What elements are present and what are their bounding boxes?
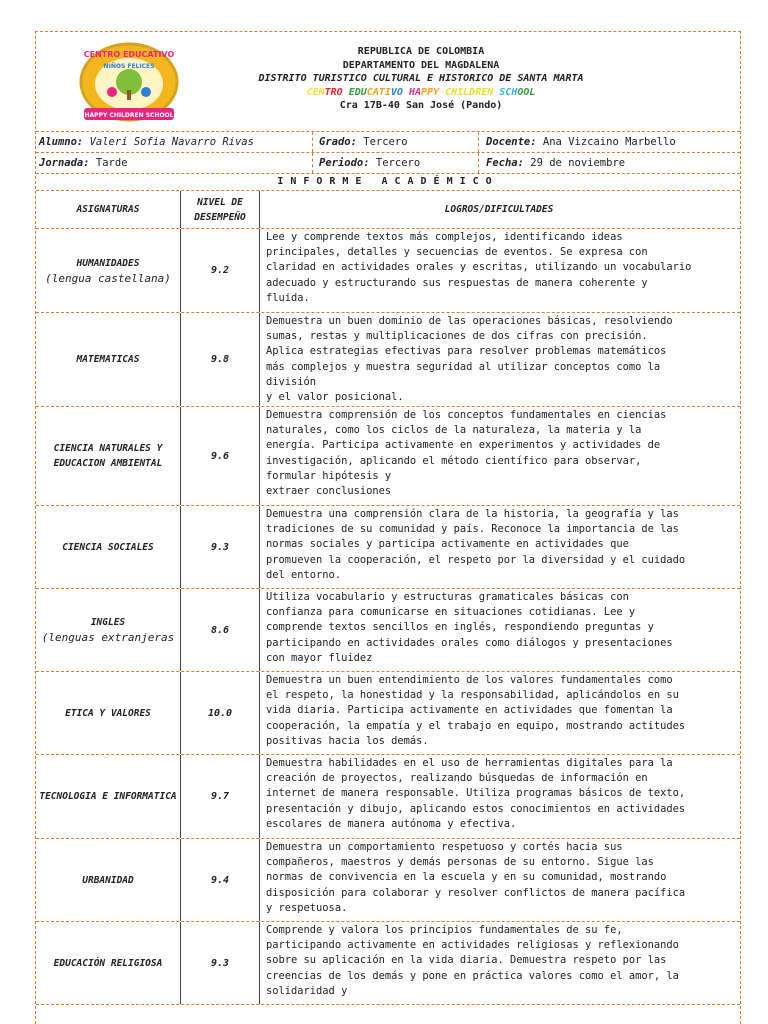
logo-mid-text: NIÑOS FELICES	[103, 63, 155, 70]
subject-subtitle: (lengua castellana)	[45, 271, 171, 285]
grade-cell	[316, 132, 479, 152]
logros-line: y respetuosa.	[266, 901, 348, 914]
logros-cell	[266, 672, 732, 754]
subject-name: CIENCIA SOCIALES	[62, 541, 154, 553]
logros-cell	[266, 839, 732, 921]
logros-line: creencias de los demás y pone en práctica valores como el amor, la	[266, 969, 679, 982]
logros-line: claridad en actividades orales y escritas, utilizando un vocabulario	[266, 261, 692, 274]
subject-cell	[36, 313, 181, 406]
logros-line: cooperación, la empatía y el trabajo en equipo, mostrando actitudes	[266, 719, 686, 732]
logros-line: Demuestra una comprensión clara de la historia, la geografía y las	[266, 508, 679, 520]
country-line: REPUBLICA DE COLOMBIA	[357, 46, 485, 57]
school-logo	[74, 42, 184, 126]
score-header-line1: NIVEL DE	[197, 196, 243, 208]
logros-line: energía. Participa activamente en experimentos y actividades de	[266, 439, 661, 452]
logo-top-text: CENTRO EDUCATIVO	[83, 50, 175, 59]
table-row	[36, 229, 740, 313]
logros-line: positivas hacia los demás.	[266, 734, 429, 747]
logros-line: Utiliza vocabulario y estructuras gramaticales básicas con	[266, 591, 629, 603]
info-row-1	[36, 132, 740, 153]
logros-cell	[266, 313, 732, 406]
table-row	[36, 407, 740, 506]
logros-cell	[266, 755, 732, 838]
period-label: Periodo:	[319, 157, 370, 169]
table-row	[36, 506, 740, 589]
logo-kid-right	[141, 87, 151, 97]
teacher-name: Ana Vizcaino Marbello	[542, 136, 676, 148]
subject-cell	[36, 672, 181, 754]
score-cell: 9.2	[181, 229, 260, 312]
logros-line: Demuestra habilidades en el uso de herramientas digitales para la	[266, 757, 673, 769]
logros-line: fluida.	[266, 291, 310, 304]
subject-name: HUMANIDADES	[76, 257, 140, 269]
period-value: Tercero	[375, 157, 421, 169]
subject-name: TECNOLOGIA E INFORMATICA	[39, 791, 177, 802]
score-cell: 9.4	[181, 839, 260, 921]
subject-name: EDUCACIÓN RELIGIOSA	[53, 957, 163, 969]
logros-line: Demuestra un buen entendimiento de los valores fundamentales como	[266, 674, 673, 686]
subject-cell	[36, 589, 181, 671]
logo-trunk	[127, 90, 131, 100]
table-row	[36, 755, 740, 839]
score-header	[181, 191, 260, 228]
period-cell	[316, 153, 479, 173]
logros-header: LOGROS/DIFICULTADES	[444, 203, 554, 215]
header-text	[186, 45, 656, 113]
subject-name: MATEMATICAS	[76, 354, 140, 365]
info-row-2	[36, 153, 740, 174]
score-cell: 9.3	[181, 506, 260, 588]
logros-line: más complejos y muestra seguridad al utilizar conceptos como la	[266, 360, 661, 373]
logo-kid-left	[107, 87, 117, 97]
table-row	[36, 839, 740, 922]
teacher-cell	[483, 132, 741, 152]
logros-line: investigación, aplicando el método científico para observar,	[266, 454, 642, 467]
school-name-part: CEN	[306, 86, 325, 98]
report-title: INFORME ACADÉMICO	[36, 174, 740, 191]
logros-line: disposición para colaborar y resolver conflictos de manera pacífica	[266, 886, 686, 899]
teacher-label: Docente:	[486, 136, 537, 148]
logros-line: extraer conclusiones	[266, 485, 392, 498]
logros-line: el respeto, la honestidad y la responsabilidad, aplicándolos en su	[266, 689, 679, 702]
school-name-part: CATI	[366, 86, 391, 98]
logros-line: Aplica estrategias efectivas para resolver problemas matemáticos	[266, 345, 667, 358]
score-cell: 10.0	[181, 672, 260, 754]
date-label: Fecha:	[486, 157, 524, 169]
table-body	[36, 229, 740, 1005]
logros-cell	[266, 229, 732, 312]
logros-line: participando en actividades orales como diálogos y presentaciones	[266, 636, 673, 649]
logros-line: normas sociales y participa activamente en actividades que	[266, 538, 629, 551]
school-name-part: HA	[408, 86, 421, 98]
date-cell	[483, 153, 741, 173]
logros-line: internet de manera responsable. Utiliza programas básicos de texto,	[266, 787, 686, 800]
logros-line: compañeros, maestros y demás personas de su entorno. Sigue las	[266, 856, 654, 869]
score-header-line2: DESEMPEÑO	[194, 211, 246, 223]
shift-value: Tarde	[95, 157, 128, 169]
logros-cell	[266, 589, 732, 671]
district-line: DISTRITO TURISTICO CULTURAL E HISTORICO DE SANTA MARTA	[258, 73, 584, 85]
school-name-part: EDU	[348, 86, 367, 98]
logros-line: del entorno.	[266, 568, 342, 581]
logros-cell	[266, 407, 732, 505]
logros-cell	[266, 922, 732, 1004]
logros-line: división	[266, 375, 317, 388]
school-name-part: PPY	[421, 86, 446, 98]
logros-line: confianza para comunicarse en situaciones cotidianas. Lee y	[266, 606, 636, 619]
logros-line: solidaridad y	[266, 984, 348, 997]
school-name-part: VO	[390, 86, 409, 98]
logros-line: presentación y dibujo, aplicando estos conocimientos en actividades	[266, 802, 686, 815]
date-value: 29 de noviembre	[530, 157, 626, 169]
subject-cell	[36, 839, 181, 921]
shift-cell	[36, 153, 313, 173]
subject-name: INGLES	[90, 617, 126, 628]
table-header-row	[36, 191, 740, 229]
subject-name: ETICA Y VALORES	[65, 707, 151, 719]
subject-cell	[36, 755, 181, 838]
score-cell: 9.8	[181, 313, 260, 406]
report-page	[35, 31, 741, 1024]
school-name-part: OOL	[517, 86, 536, 98]
student-label: Alumno:	[39, 136, 84, 148]
subject-header	[36, 191, 181, 228]
grade-value: Tercero	[363, 136, 408, 148]
subject-header-text: ASIGNATURAS	[76, 204, 140, 215]
logros-line: creación de proyectos, realizando búsquedas de información en	[266, 772, 648, 785]
logros-line: adecuado y estructurando sus respuestas de manera coherente y	[266, 276, 648, 289]
school-name	[186, 86, 656, 100]
logros-line: formular hipótesis y	[266, 469, 392, 482]
score-cell: 9.7	[181, 755, 260, 838]
logros-line: escolares de manera autónoma y efectiva.	[266, 817, 517, 830]
logros-line: con mayor fluidez	[266, 651, 373, 664]
logros-line: Demuestra un buen dominio de las operaciones básicas, resolviendo	[266, 315, 673, 327]
logros-line: vida diaria. Participa activamente en actividades que fomentan la	[266, 704, 673, 717]
table-row	[36, 313, 740, 407]
score-cell: 9.3	[181, 922, 260, 1004]
school-name-part: CHILDREN	[445, 86, 500, 98]
student-name: Valeri Sofia Navarro Rivas	[89, 136, 254, 148]
grade-label: Grado:	[319, 136, 357, 148]
logo-banner-text: HAPPY CHILDREN SCHOOL	[84, 112, 174, 119]
logros-line: participando activamente en actividades religiosas y reflexionando	[266, 939, 679, 952]
logros-line: principales, detalles y secuencias de eventos. Se expresa con	[266, 246, 648, 259]
logros-line: Demuestra comprensión de los conceptos fundamentales en ciencias	[266, 409, 667, 421]
logros-line: tradiciones de su comunidad y país. Reconoce la importancia de las	[266, 523, 679, 536]
shift-label: Jornada:	[39, 157, 90, 169]
student-cell	[36, 132, 313, 152]
address-line: Cra 17B-40 San José (Pando)	[339, 100, 503, 112]
table-row	[36, 589, 740, 672]
logros-line: naturales, como los ciclos de la naturaleza, la materia y la	[266, 424, 642, 437]
logros-line: comprende textos sencillos en inglés, respondiendo preguntas y	[266, 621, 654, 634]
subject-cell	[36, 506, 181, 588]
logros-line: Lee y comprende textos más complejos, identificando ideas	[266, 231, 623, 243]
logros-line: sobre su aplicación en la vida diaria. Demuestra respeto por las	[266, 954, 667, 967]
subject-cell	[36, 407, 181, 505]
logros-line: y el valor posicional.	[266, 391, 404, 404]
logros-line: normas de convivencia en la escuela y en su comunidad, mostrando	[266, 871, 667, 884]
school-name-part: SCH	[499, 86, 518, 98]
report-header	[36, 32, 740, 132]
logros-line: Comprende y valora los principios fundamentales de su fe,	[266, 924, 623, 936]
subject-subtitle: (lenguas extranjeras	[41, 631, 175, 644]
score-cell: 9.6	[181, 407, 260, 505]
logros-line: Demuestra un comportamiento respetuoso y cortés hacia sus	[266, 841, 623, 853]
table-row	[36, 922, 740, 1005]
table-row	[36, 672, 740, 755]
subject-name: URBANIDAD	[82, 874, 134, 886]
grades-table	[36, 191, 740, 1005]
department-line: DEPARTAMENTO DEL MAGDALENA	[342, 59, 500, 71]
school-name-part: TRO	[324, 86, 349, 98]
logros-cell	[266, 506, 732, 588]
logros-line: promueven la cooperación, el respeto por la diversidad y el cuidado	[266, 553, 686, 566]
subject-name: CIENCIA NATURALES Y EDUCACION AMBIENTAL	[53, 443, 163, 469]
score-cell: 8.6	[181, 589, 260, 671]
subject-cell	[36, 922, 181, 1004]
subject-cell	[36, 229, 181, 312]
logros-line: sumas, restas y multiplicaciones de dos cifras con precisión.	[266, 330, 648, 343]
